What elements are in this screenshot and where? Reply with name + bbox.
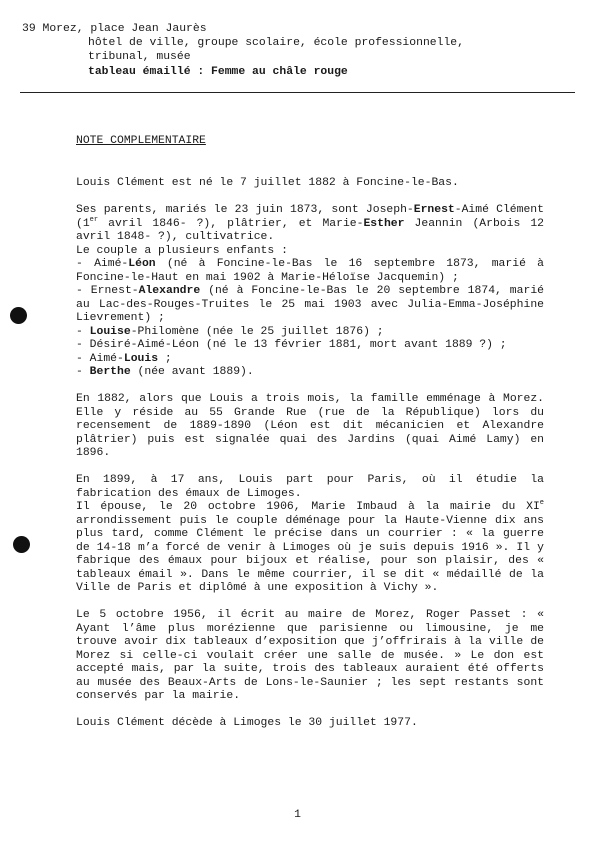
page-number: 1: [294, 809, 301, 821]
header-divider: [20, 92, 575, 93]
list-item: - Aimé-Louis ;: [76, 352, 172, 365]
paragraph-paris: En 1899, à 17 ans, Louis part pour Paris, où il étudie la fabrication des émaux de Limoges. Il épouse, le 20 octobre 1906, Marie Imbaud à la mairie du XIe arrondissement puis le couple déménage pour la Haute-Vienne dix ans plus tard, comme Clément le précise dans un courrier : « la guerre de 14-18 m’a forcé de venir à Limoges où je suis depuis 1916 ». Il y fabrique des émaux pour bijoux et réalise, pour son plaisir, des « tableaux émail ». Dans le même courrier, il se dit « médaillé de la Ville de Paris et diplômé à une exposition à Vichy ».: [76, 474, 544, 594]
children-intro: Le couple a plusieurs enfants :: [76, 244, 288, 257]
paragraph-donation: Le 5 octobre 1956, il écrit au maire de Morez, Roger Passet : « Ayant l’âme plus morézienne que parisienne ou limousine, je me trouve avoir dix tableaux d’exposition que j’offrirais à la ville de Morez si celle-ci voulait créer une salle de musée. » Le don est accepté mais, par la suite, trois des tableaux auraient été offerts au musée des Beaux-Arts de Lons-le-Saunier ; les sept restants sont conservés par la mairie.: [76, 609, 544, 702]
binder-hole-top: [10, 307, 27, 324]
entry-header: [22, 22, 562, 79]
entry-number: 39: [22, 23, 36, 35]
entry-location: [22, 22, 562, 36]
list-item: - Aimé-Léon (né à Foncine-le-Bas le 16 septembre 1873, marié à Foncine-le-Haut en mai 1902 à Marie-Héloïse Jacquemin) ;: [76, 258, 544, 284]
paragraph-birth: Louis Clément est né le 7 juillet 1882 à Foncine-le-Bas.: [76, 177, 459, 189]
building-line-1: hôtel de ville, groupe scolaire, école professionnelle,: [88, 37, 464, 50]
children-list: [76, 245, 544, 380]
list-item: - Ernest-Alexandre (né à Foncine-le-Bas le 20 septembre 1874, marié au Lac-des-Rouges-Truites le 25 mai 1903 avec Julia-Emma-Joséphine Lievrement) ;: [76, 285, 544, 324]
note-title: NOTE COMPLEMENTAIRE: [76, 135, 206, 147]
paragraph-death: Louis Clément décède à Limoges le 30 juillet 1977.: [76, 717, 418, 729]
paragraph-parents: Ses parents, mariés le 23 juin 1873, sont Joseph-Ernest-Aimé Clément (1er avril 1846- ?), plâtrier, et Marie-Esther Jeannin (Arbois 12 avril 1848- ?), cultivatrice.: [76, 204, 545, 243]
list-item: - Berthe (née avant 1889).: [76, 366, 254, 378]
entry-place: Morez, place Jean Jaurès: [42, 23, 207, 35]
list-item: - Louise-Philomène (née le 25 juillet 1876) ;: [76, 325, 384, 338]
building-line-2: tribunal, musée: [88, 51, 191, 64]
artwork-title: tableau émaillé : Femme au châle rouge: [88, 65, 348, 78]
note-body: [76, 177, 544, 744]
name-esther: Esther: [363, 217, 405, 230]
name-ernest: Ernest: [413, 204, 455, 216]
paragraph-morez: En 1882, alors que Louis a trois mois, la famille emménage à Morez. Elle y réside au 55 Grande Rue (rue de la République) lors du recensement de 1889-1890 (Léon est dit mécanicien et Alexandre plâtrier) puis est signalée quai des Jardins (quai Aimé Lamy) en 1896.: [76, 393, 544, 459]
list-item: - Désiré-Aimé-Léon (né le 13 février 1881, mort avant 1889 ?) ;: [76, 339, 507, 351]
binder-hole-bottom: [13, 536, 30, 553]
